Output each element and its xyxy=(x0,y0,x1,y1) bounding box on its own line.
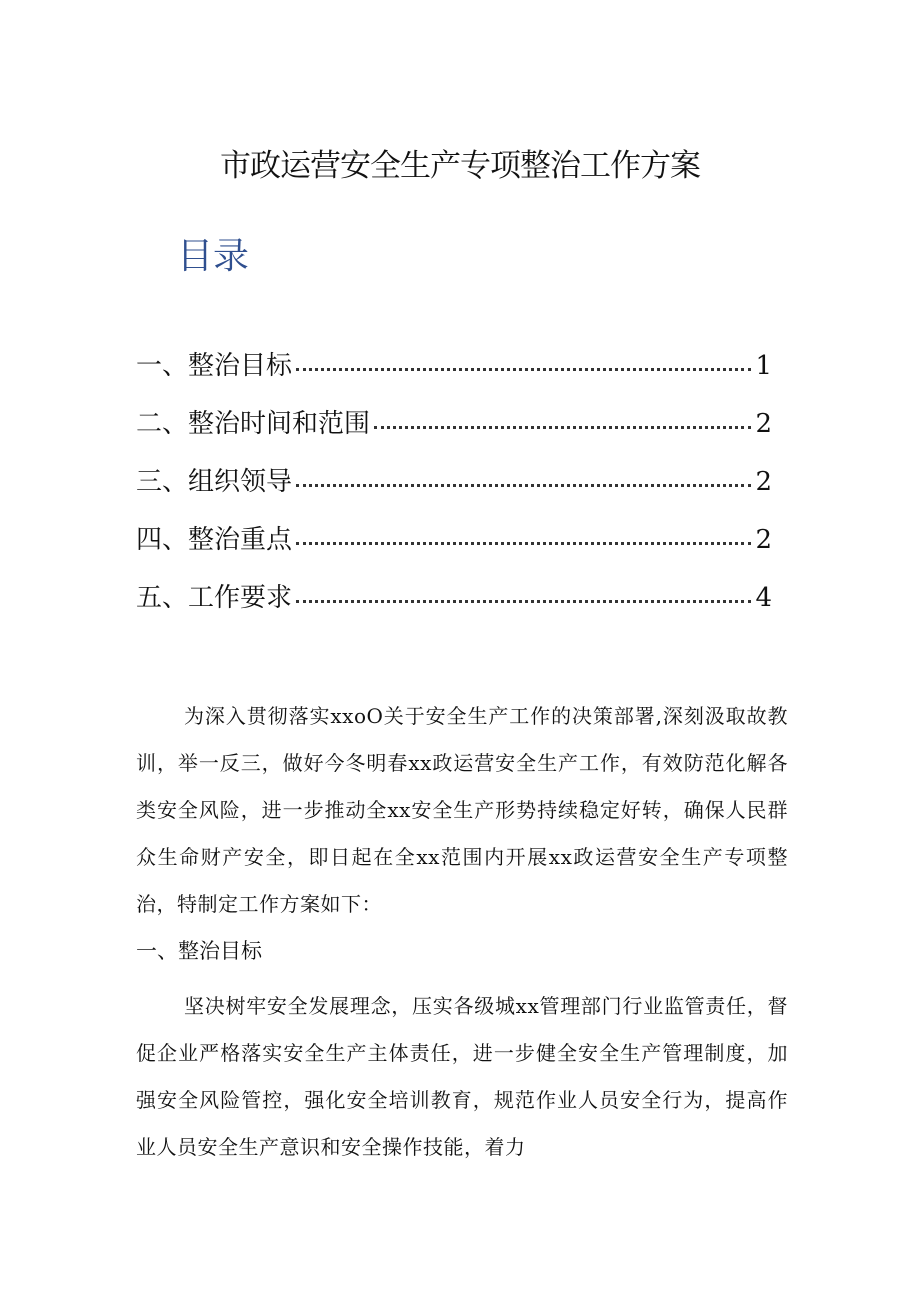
section-paragraph: 坚决树牢安全发展理念，压实各级城xx管理部门行业监管责任，督促企业严格落实安全生产主体责任，进一步健全安全生产管理制度，加强安全风险管控，强化安全培训教育，规范作业人员安全行为，提高作业人员安全生产意识和安全操作技能，着力 xyxy=(136,994,788,1159)
toc-leader-dots xyxy=(296,484,751,487)
toc-entry-3[interactable] xyxy=(136,461,772,519)
document-title: 市政运营安全生产专项整治工作方案 xyxy=(220,148,700,184)
toc-leader-dots xyxy=(296,600,751,603)
toc-entry-1[interactable] xyxy=(136,345,772,403)
toc-leader-dots xyxy=(296,542,751,545)
intro-paragraph: 为深入贯彻落实xxoO关于安全生产工作的决策部署,深刻汲取故教训，举一反三，做好今冬明春xx政运营安全生产工作，有效防范化解各类安全风险，进一步推动全xx安全生产形势持续稳定好转，确保人民群众生命财产安全，即日起在全xx范围内开展xx政运营安全生产专项整治，特制定工作方案如下： xyxy=(136,704,788,916)
toc-entry-page: 4 xyxy=(755,583,772,613)
toc-entry-page: 2 xyxy=(755,409,772,439)
toc-entry-4[interactable] xyxy=(136,519,772,577)
toc-entry-2[interactable] xyxy=(136,403,772,461)
toc-leader-dots xyxy=(374,426,751,429)
toc-entry-label: 一、整治目标 xyxy=(136,351,293,381)
toc-entry-label: 五、工作要求 xyxy=(136,583,293,613)
table-of-contents xyxy=(136,345,772,635)
toc-heading: 目录 xyxy=(177,236,250,277)
section-heading: 一、整治目标 xyxy=(136,939,262,963)
toc-entry-label: 二、整治时间和范围 xyxy=(136,409,371,439)
toc-leader-dots xyxy=(296,368,751,371)
toc-entry-label: 三、组织领导 xyxy=(136,467,293,497)
toc-entry-5[interactable] xyxy=(136,577,772,635)
toc-entry-page: 2 xyxy=(755,525,772,555)
toc-entry-label: 四、整治重点 xyxy=(136,525,293,555)
toc-entry-page: 1 xyxy=(755,351,772,381)
toc-entry-page: 2 xyxy=(755,467,772,497)
